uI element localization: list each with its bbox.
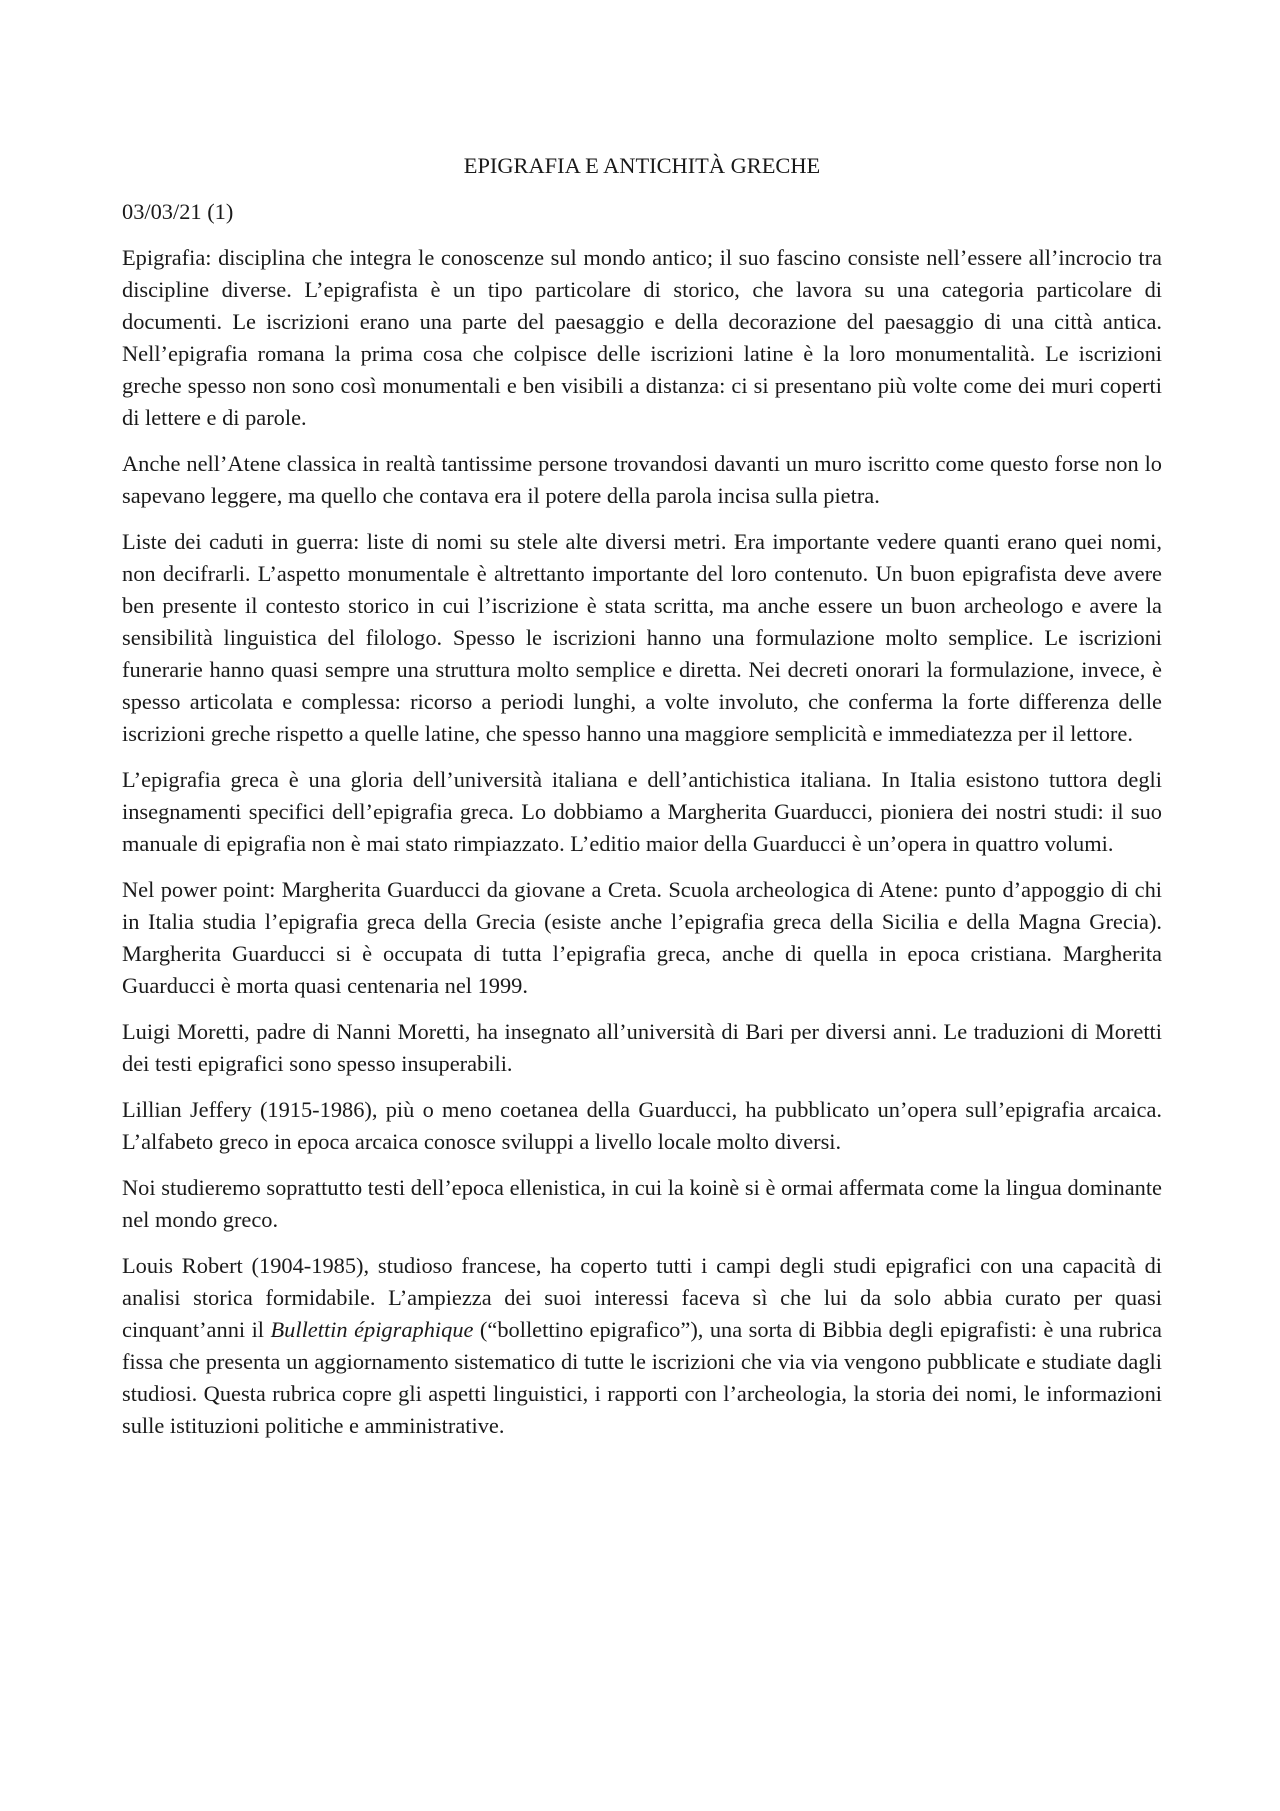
document-page [122,150,1162,1456]
paragraph-ellenistica: Noi studieremo soprattutto testi dell’epoca ellenistica, in cui la koinè si è ormai affermata come la lingua dominante nel mondo greco. [122,1175,1162,1232]
paragraph-liste-caduti: Liste dei caduti in guerra: liste di nomi su stele alte diversi metri. Era importante vedere quanti erano quei nomi, non decifrarli. L’aspetto monumentale è altrettanto importante del loro contenuto. Un buon epigrafista deve avere ben presente il contesto storico in cui l’iscrizione è stata scritta, ma anche essere un buon archeologo e avere la sensibilità linguistica del filologo. Spesso le iscrizioni hanno una formulazione molto semplice. Le iscrizioni funerarie hanno quasi sempre una struttura molto semplice e diretta. Nei decreti onorari la formulazione, invece, è spesso articolata e complessa: ricorso a periodi lunghi, a volte involuto, che conferma la forte differenza delle iscrizioni greche rispetto a quelle latine, che spesso hanno una maggiore semplicità e immediatezza per il lettore. [122,529,1162,746]
paragraph-moretti: Luigi Moretti, padre di Nanni Moretti, ha insegnato all’università di Bari per diversi anni. Le traduzioni di Moretti dei testi epigrafici sono spesso insuperabili. [122,1019,1162,1076]
document-title: EPIGRAFIA E ANTICHITÀ GRECHE [463,153,821,178]
robert-text-end: (“bollettino epigrafico”), una sorta di Bibbia degli epigrafisti: è una rubrica fissa che presenta un aggiornamento sistematico di tutte le iscrizioni che via via vengono pubblicate e studiate dagli studiosi. Questa rubrica copre gli aspetti linguistici, i rapporti con l’archeologia, la storia dei nomi, le informazioni sulle istituzioni politiche e amministrative. [122,1317,1162,1438]
paragraph-atene: Anche nell’Atene classica in realtà tantissime persone trovandosi davanti un muro iscritto come questo forse non lo sapevano leggere, ma quello che contava era il potere della parola incisa sulla pietra. [122,451,1162,508]
paragraph-louis-robert [122,1250,1162,1442]
paragraph-epigrafia-greca: L’epigrafia greca è una gloria dell’università italiana e dell’antichistica italiana. In Italia esistono tuttora degli insegnamenti specifici dell’epigrafia greca. Lo dobbiamo a Margherita Guarducci, pioniera dei nostri studi: il suo manuale di epigrafia non è mai stato rimpiazzato. L’editio maior della Guarducci è un’opera in quattro volumi. [122,767,1162,856]
paragraph-jeffery: Lillian Jeffery (1915-1986), più o meno coetanea della Guarducci, ha pubblicato un’opera sull’epigrafia arcaica. L’alfabeto greco in epoca arcaica conosce sviluppi a livello locale molto diversi. [122,1097,1162,1154]
bullettin-title: Bullettin épigraphique [270,1317,474,1342]
robert-text-start: Louis Robert (1904-1985), studioso francese, ha coperto tutti i campi degli studi epigrafici con una capacità di analisi storica formidabile. L’ampiezza dei suoi interessi faceva sì che lui da solo abbia curato per quasi cinquant’anni il [122,1253,1162,1342]
paragraph-power-point: Nel power point: Margherita Guarducci da giovane a Creta. Scuola archeologica di Atene: punto d’appoggio di chi in Italia studia l’epigrafia greca della Grecia (esiste anche l’epigrafia greca della Sicilia e della Magna Grecia). Margherita Guarducci si è occupata di tutta l’epigrafia greca, anche di quella in epoca cristiana. Margherita Guarducci è morta quasi centenaria nel 1999. [122,877,1162,998]
lecture-date: 03/03/21 (1) [122,199,234,224]
paragraph-epigrafia: Epigrafia: disciplina che integra le conoscenze sul mondo antico; il suo fascino consiste nell’essere all’incrocio tra discipline diverse. L’epigrafista è un tipo particolare di storico, che lavora su una categoria particolare di documenti. Le iscrizioni erano una parte del paesaggio e della decorazione del paesaggio di una città antica. Nell’epigrafia romana la prima cosa che colpisce delle iscrizioni latine è la loro monumentalità. Le iscrizioni greche spesso non sono così monumentali e ben visibili a distanza: ci si presentano più volte come dei muri coperti di lettere e di parole. [122,245,1162,430]
